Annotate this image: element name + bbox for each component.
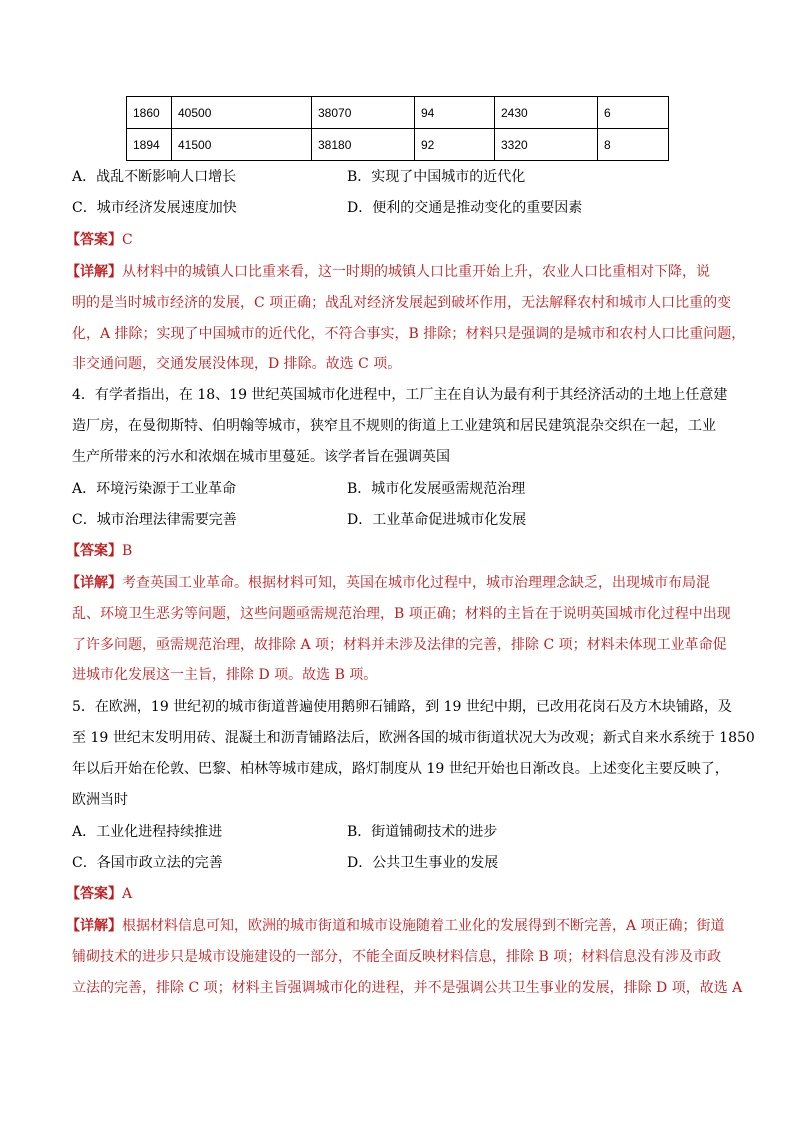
table-cell: 94 [415, 97, 495, 129]
q5-detail-line [66, 916, 725, 936]
table-cell: 40500 [172, 97, 312, 129]
q4-option-c: C．城市治理法律需要完善 [72, 512, 237, 528]
q4-detail-line: 了许多问题，亟需规范治理，故排除 A 项；材料并未涉及法律的完善，排除 C 项；材料未体现工业革命促 [72, 637, 727, 653]
table-cell: 92 [415, 129, 495, 161]
answer-value: A [122, 886, 133, 902]
q5-detail-line: 铺砌技术的进步只是城市设施建设的一部分，不能全面反映材料信息，排除 B 项；材料信息没有涉及市政 [72, 949, 722, 965]
q3-answer [66, 230, 133, 250]
detail-tag: 【详解】 [66, 575, 122, 591]
table-cell: 2430 [495, 97, 598, 129]
population-table [126, 96, 669, 161]
answer-tag: 【答案】 [66, 232, 122, 248]
table-cell: 3320 [495, 129, 598, 161]
q4-stem-line: 生产所带来的污水和浓烟在城市里蔓延。该学者旨在强调英国 [72, 449, 450, 465]
q4-option-d: D．工业革命促进城市化发展 [347, 512, 527, 528]
table-cell: 6 [598, 97, 669, 129]
q3-option-c: C．城市经济发展速度加快 [72, 200, 237, 216]
q4-answer [66, 541, 132, 561]
q5-option-c: C．各国市政立法的完善 [72, 855, 223, 871]
detail-text: 从材料中的城镇人口比重来看，这一时期的城镇人口比重开始上升，农业人口比重相对下降，说 [122, 264, 710, 280]
q3-option-b: B．实现了中国城市的近代化 [347, 169, 526, 185]
q3-option-d: D．便利的交通是推动变化的重要因素 [347, 200, 583, 216]
detail-text: 根据材料信息可知，欧洲的城市街道和城市设施随着工业化的发展得到不断完善，A 项正确；街道 [122, 918, 725, 934]
q5-stem-line: 至 19 世纪末发明用砖、混凝土和沥青铺路法后，欧洲各国的城市街道状况大为改观；新式自来水系统于 1850 [72, 730, 755, 746]
q3-detail-line: 明的是当时城市经济的发展，C 项正确；战乱对经济发展起到破坏作用，无法解释农村和城市人口比重的变 [72, 295, 732, 311]
q5-stem-line: 欧洲当时 [72, 792, 128, 808]
q3-option-a: A．战乱不断影响人口增长 [72, 169, 237, 185]
table-row [127, 97, 669, 129]
q4-option-b: B．城市化发展亟需规范治理 [347, 481, 526, 497]
q4-detail-line [66, 573, 710, 593]
detail-text: 考查英国工业革命。根据材料可知，英国在城市化过程中，城市治理理念缺乏，出现城市布局混 [122, 575, 710, 591]
table-cell: 8 [598, 129, 669, 161]
q3-detail-line: 非交通问题，交通发展没体现，D 排除。故选 C 项。 [72, 356, 402, 372]
q4-option-a: A．环境污染源于工业革命 [72, 481, 237, 497]
q4-stem-line: 造厂房，在曼彻斯特、伯明翰等城市，狭窄且不规则的街道上工业建筑和居民建筑混杂交织在一起，工业 [72, 418, 716, 434]
q5-stem-line: 5．在欧洲，19 世纪初的城市街道普遍使用鹅卵石铺路，到 19 世纪中期，已改用花岗石及方木块铺路，及 [72, 699, 732, 715]
q4-detail-line: 进城市化发展这一主旨，排除 D 项。故选 B 项。 [72, 667, 378, 683]
q4-stem-line: 4．有学者指出，在 18、19 世纪英国城市化进程中，工厂主在自认为最有利于其经济活动的土地上任意建 [72, 387, 728, 403]
q5-option-b: B．街道铺砌技术的进步 [347, 824, 498, 840]
q5-option-d: D．公共卫生事业的发展 [347, 855, 499, 871]
answer-value: C [122, 232, 133, 248]
table-cell: 38070 [312, 97, 415, 129]
q5-answer [66, 884, 132, 904]
table-cell: 1894 [127, 129, 172, 161]
q3-detail-line [66, 262, 710, 282]
table-cell: 38180 [312, 129, 415, 161]
answer-tag: 【答案】 [66, 543, 122, 559]
detail-tag: 【详解】 [66, 918, 122, 934]
q5-option-a: A．工业化进程持续推进 [72, 824, 223, 840]
q5-stem-line: 年以后开始在伦敦、巴黎、柏林等城市建成，路灯制度从 19 世纪开始也日渐改良。上述变化主要反映了， [72, 761, 729, 777]
table-row [127, 129, 669, 161]
table-cell: 41500 [172, 129, 312, 161]
q3-detail-line: 化，A 排除；实现了中国城市的近代化，不符合事实，B 排除；材料只是强调的是城市和农村人口比重问题， [72, 326, 746, 342]
table-cell: 1860 [127, 97, 172, 129]
q4-detail-line: 乱、环境卫生恶劣等问题，这些问题亟需规范治理，B 项正确；材料的主旨在于说明英国城市化过程中出现 [72, 606, 731, 622]
q5-detail-line: 立法的完善，排除 C 项；材料主旨强调城市化的进程，并不是强调公共卫生事业的发展，排除 D 项，故选 A [72, 980, 743, 996]
answer-tag: 【答案】 [66, 886, 122, 902]
answer-value: B [122, 543, 133, 559]
detail-tag: 【详解】 [66, 264, 122, 280]
